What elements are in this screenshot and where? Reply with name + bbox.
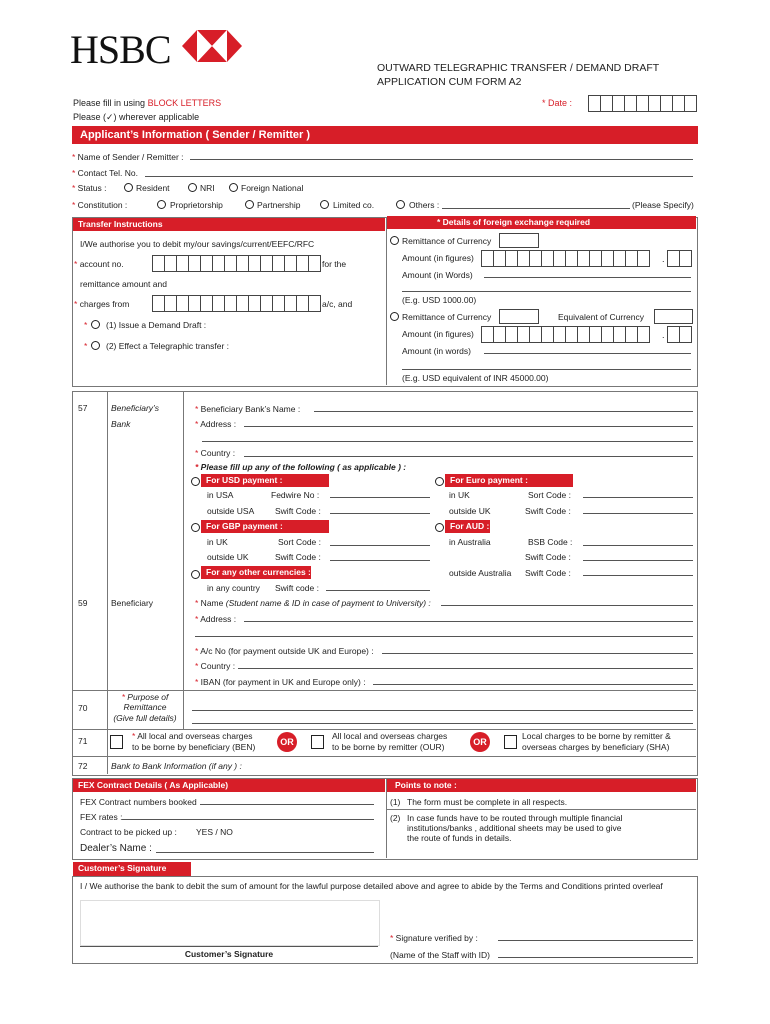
hsbc-logo-text: HSBC xyxy=(70,27,171,72)
charges-our-line1: All local and overseas charges xyxy=(332,731,448,741)
charges-ben-checkbox[interactable] xyxy=(110,735,123,749)
row-divider-72 xyxy=(72,756,696,757)
row-divider-70 xyxy=(72,690,696,691)
purpose-label-3: (Give full details) xyxy=(113,713,177,723)
notes-heading: Points to note : xyxy=(387,779,696,792)
bank-country-label: * Country : xyxy=(195,448,236,458)
sender-name-field[interactable] xyxy=(190,159,693,160)
dealer-name-field[interactable] xyxy=(156,852,374,853)
signature-declaration: I / We authorise the bank to debit the sum of amount for the lawful purpose detailed above and agree to abide by the Terms and Conditions printed overleaf xyxy=(80,881,663,891)
account-asterisk: * xyxy=(74,259,78,269)
decimal-point-2: . xyxy=(662,330,665,340)
remit-currency-radio[interactable] xyxy=(390,236,399,245)
status-foreign-label: Foreign National xyxy=(241,183,304,193)
constitution-others-radio[interactable] xyxy=(396,200,405,209)
aud-outside-swift-field[interactable] xyxy=(583,575,693,576)
constitution-partnership-radio[interactable] xyxy=(245,200,254,209)
signature-verified-field[interactable] xyxy=(498,940,693,941)
tick-instruction: Please (✓) wherever applicable xyxy=(73,112,200,122)
beneficiary-label: Beneficiary xyxy=(111,598,154,608)
note-2-number: (2) xyxy=(390,813,401,823)
usd-payment-radio[interactable] xyxy=(191,477,200,486)
fex-numbers-field[interactable] xyxy=(200,804,374,805)
dealer-name-label: Dealer’s Name : xyxy=(80,843,152,854)
dd-asterisk: * xyxy=(84,320,88,330)
constitution-others-field[interactable] xyxy=(442,208,630,209)
fex-heading: FEX Contract Details ( As Applicable) xyxy=(73,779,385,792)
euro-swift-label: Swift Code : xyxy=(525,506,571,516)
fill-any-instruction: * Please fill up any of the following ( as applicable ) : xyxy=(195,462,407,472)
for-the-label: for the xyxy=(322,259,347,269)
bank-address-field-2[interactable] xyxy=(202,441,693,442)
beneficiary-country-field[interactable] xyxy=(238,668,693,669)
aud-bsb-field[interactable] xyxy=(583,545,693,546)
charges-our-checkbox[interactable] xyxy=(311,735,324,749)
gbp-payment-radio[interactable] xyxy=(191,523,200,532)
euro-sort-label: Sort Code : xyxy=(528,490,571,500)
beneficiary-acno-field[interactable] xyxy=(382,653,693,654)
amount-decimal-boxes[interactable] xyxy=(667,250,692,267)
purpose-asterisk: * xyxy=(121,692,125,702)
authorise-text: I/We authorise you to debit my/our savings/current/EEFC/RFC xyxy=(80,239,315,249)
charges-ben-line2: to be borne by beneficiary (BEN) xyxy=(132,742,256,752)
account-no-visible: account no. xyxy=(79,259,124,269)
account-no-boxes[interactable] xyxy=(152,255,321,272)
example-usd: (E.g. USD 1000.00) xyxy=(402,295,477,305)
beneficiary-bank-label-2: Bank xyxy=(111,419,131,429)
euro-in-uk: in UK xyxy=(449,490,470,500)
amount-figures-label: Amount (in figures) xyxy=(402,253,474,263)
sender-name-text: * Name of Sender / Remitter : xyxy=(72,152,184,162)
amount-words-field-2[interactable] xyxy=(402,291,691,292)
status-resident-radio[interactable] xyxy=(124,183,133,192)
beneficiary-address-field[interactable] xyxy=(244,621,693,622)
usd-swift-field[interactable] xyxy=(330,513,430,514)
aud-outside-swift-label: Swift Code : xyxy=(525,568,571,578)
gbp-sort-field[interactable] xyxy=(330,545,430,546)
constitution-proprietorship-radio[interactable] xyxy=(157,200,166,209)
bank-name-field[interactable] xyxy=(314,411,693,412)
constitution-proprietorship-label: Proprietorship xyxy=(170,200,223,210)
beneficiary-address-label: * Address : xyxy=(195,614,237,624)
or-badge-2: OR xyxy=(470,732,490,752)
gbp-payment-heading: For GBP payment : xyxy=(201,520,329,533)
fex-pickup-label: Contract to be picked up : xyxy=(80,827,177,837)
field-59-number: 59 xyxy=(78,598,88,608)
fex-rates-field[interactable] xyxy=(122,819,374,820)
note-1-number: (1) xyxy=(390,797,401,807)
customer-signature-heading: Customer’s Signature xyxy=(73,862,191,876)
bank-to-bank-label: Bank to Bank Information (if any ) : xyxy=(111,761,242,771)
form-title-line2: APPLICATION CUM FORM A2 xyxy=(377,76,522,88)
charges-sha-line2: overseas charges by beneficiary (SHA) xyxy=(522,742,670,752)
remittance-amount-label: remittance amount and xyxy=(80,279,167,289)
gbp-sort-label: Sort Code : xyxy=(278,537,321,547)
amount-figures-boxes[interactable] xyxy=(481,250,650,267)
date-input-boxes[interactable] xyxy=(588,95,697,112)
usd-in-usa: in USA xyxy=(207,490,234,500)
constitution-others-label: Others : xyxy=(409,200,440,210)
beneficiary-name-suffix: (Student name & ID in case of payment to University) : xyxy=(225,598,431,608)
ac-and-label: a/c, and xyxy=(322,299,353,309)
beneficiary-bank-label-1: Beneficiary’s xyxy=(111,403,160,413)
charges-from-text: charges from xyxy=(79,299,130,309)
charges-our-line2: to be borne by remitter (OUR) xyxy=(332,742,445,752)
charges-ben-line1: * All local and overseas charges xyxy=(132,731,253,741)
field-72-number: 72 xyxy=(78,761,88,771)
or-badge-1: OR xyxy=(277,732,297,752)
gbp-outside-uk: outside UK xyxy=(207,552,249,562)
other-swift-field[interactable] xyxy=(326,590,430,591)
fill-prefix: Please fill in using xyxy=(73,98,146,108)
fill-instruction xyxy=(73,98,221,108)
beneficiary-iban-field[interactable] xyxy=(373,684,693,685)
purpose-field-2[interactable] xyxy=(192,723,693,724)
charges-asterisk: * xyxy=(74,299,78,309)
remit-currency2-input[interactable] xyxy=(499,309,539,324)
purpose-label-2: Remittance xyxy=(123,702,167,712)
amount-words2-field[interactable] xyxy=(484,353,691,354)
fx-heading: * Details of foreign exchange required xyxy=(387,216,696,229)
charges-sha-line1: Local charges to be borne by remitter & xyxy=(522,731,671,741)
demand-draft-radio[interactable] xyxy=(91,320,100,329)
usd-payment-heading: For USD payment : xyxy=(201,474,329,487)
constitution-label: * Constitution : xyxy=(72,200,128,210)
usd-fedwire-field[interactable] xyxy=(330,497,430,498)
field-57-number: 57 xyxy=(78,403,88,413)
aud-swift-label: Swift Code : xyxy=(525,552,571,562)
amount-words2-label: Amount (in words) xyxy=(402,346,471,356)
decimal-point: . xyxy=(662,254,665,264)
charges-from-label xyxy=(74,299,129,309)
status-nri-radio[interactable] xyxy=(188,183,197,192)
aud-payment-heading: For AUD : xyxy=(445,520,490,533)
staff-name-field[interactable] xyxy=(498,957,693,958)
fields-col-divider-2 xyxy=(183,391,184,729)
beneficiary-name-label xyxy=(195,598,431,608)
sender-name-label xyxy=(72,152,184,162)
beneficiary-name-prefix: * Name xyxy=(195,598,224,608)
usd-outside-usa: outside USA xyxy=(207,506,255,516)
other-currency-radio[interactable] xyxy=(191,570,200,579)
other-currency-heading: For any other currencies : xyxy=(201,566,311,579)
aud-outside-australia: outside Australia xyxy=(449,568,512,578)
account-no-label xyxy=(74,259,124,269)
aud-in-australia: in Australia xyxy=(449,537,491,547)
beneficiary-name-field[interactable] xyxy=(441,605,693,606)
beneficiary-country-label: * Country : xyxy=(195,661,236,671)
telegraphic-transfer-radio[interactable] xyxy=(91,341,100,350)
beneficiary-iban-label: * IBAN (for payment in UK and Europe only) : xyxy=(195,677,366,687)
gbp-swift-field[interactable] xyxy=(330,560,430,561)
beneficiary-address-field-2[interactable] xyxy=(195,636,693,637)
telegraphic-transfer-label: (2) Effect a Telegraphic transfer : xyxy=(106,341,229,351)
amount-figures2-label: Amount (in figures) xyxy=(402,329,474,339)
demand-draft-label: (1) Issue a Demand Draft : xyxy=(106,320,207,330)
tt-asterisk: * xyxy=(84,341,88,351)
euro-payment-heading: For Euro payment : xyxy=(445,474,573,487)
purpose-label-1 xyxy=(112,692,178,702)
amount-words2-field-2[interactable] xyxy=(402,369,691,370)
charges-account-boxes[interactable] xyxy=(152,295,321,312)
row-divider-71 xyxy=(72,729,696,730)
remit-currency2-label: Remittance of Currency xyxy=(402,312,492,322)
bank-country-field[interactable] xyxy=(244,456,693,457)
note-1-text: The form must be complete in all respects. xyxy=(407,797,568,807)
euro-sort-field[interactable] xyxy=(583,497,693,498)
status-label: * Status : xyxy=(72,183,107,193)
bank-name-label: * Beneficiary Bank’s Name : xyxy=(195,404,301,414)
other-any-country: in any country xyxy=(207,583,260,593)
staff-name-label: (Name of the Staff with ID) xyxy=(390,950,490,960)
remit-currency-input[interactable] xyxy=(499,233,539,248)
bank-address-label: * Address : xyxy=(195,419,237,429)
usd-fedwire-label: Fedwire No : xyxy=(271,490,320,500)
hsbc-hexagon-logo xyxy=(182,30,242,62)
please-specify-label: (Please Specify) xyxy=(632,200,694,210)
constitution-limited-label: Limited co. xyxy=(333,200,375,210)
note-2-line2: institutions/banks , additional sheets may be used to give xyxy=(407,823,622,833)
applicant-heading: Applicant’s Information ( Sender / Remitter ) xyxy=(72,126,698,144)
amount-words-field[interactable] xyxy=(484,277,691,278)
remit-currency-label: Remittance of Currency xyxy=(402,236,492,246)
note-2-line3: the route of funds in details. xyxy=(407,833,512,843)
euro-outside-uk: outside UK xyxy=(449,506,491,516)
usd-swift-label: Swift Code : xyxy=(275,506,321,516)
signature-verified-label: * Signature verified by : xyxy=(390,933,478,943)
fex-rates-label: FEX rates : xyxy=(80,812,123,822)
other-swift-label: Swift code : xyxy=(275,583,319,593)
transfer-heading: Transfer Instructions xyxy=(73,218,385,231)
euro-swift-field[interactable] xyxy=(583,513,693,514)
equivalent-label: Equivalent of Currency xyxy=(558,312,644,322)
charges-sha-checkbox[interactable] xyxy=(504,735,517,749)
note-2-line1: In case funds have to be routed through multiple financial xyxy=(407,813,623,823)
purpose-field[interactable] xyxy=(192,710,693,711)
amount-figures2-boxes[interactable] xyxy=(481,326,650,343)
constitution-partnership-label: Partnership xyxy=(257,200,301,210)
aud-bsb-label: BSB Code : xyxy=(528,537,573,547)
fex-numbers-label: FEX Contract numbers booked xyxy=(80,797,197,807)
signature-line xyxy=(80,946,378,947)
signature-box[interactable] xyxy=(80,900,380,946)
remit-currency2-radio[interactable] xyxy=(390,312,399,321)
status-resident-label: Resident xyxy=(136,183,170,193)
transfer-divider xyxy=(386,217,387,385)
field-70-number: 70 xyxy=(78,703,88,713)
block-letters-highlight: BLOCK LETTERS xyxy=(147,98,222,108)
equivalent-input[interactable] xyxy=(654,309,693,324)
gbp-in-uk: in UK xyxy=(207,537,228,547)
purpose-text: Purpose of xyxy=(127,692,169,702)
beneficiary-acno-label: * A/c No (for payment outside UK and Europe) : xyxy=(195,646,374,656)
contact-tel-field[interactable] xyxy=(145,176,693,177)
status-nri-label: NRI xyxy=(200,183,215,193)
bank-address-field[interactable] xyxy=(244,426,693,427)
aud-swift-field[interactable] xyxy=(583,560,693,561)
note-divider xyxy=(386,809,696,810)
fex-yesno[interactable]: YES / NO xyxy=(196,827,233,837)
amount-decimal2-boxes[interactable] xyxy=(667,326,692,343)
status-foreign-radio[interactable] xyxy=(229,183,238,192)
field-71-number: 71 xyxy=(78,736,88,746)
constitution-limited-radio[interactable] xyxy=(320,200,329,209)
customer-signature-caption: Customer’s Signature xyxy=(184,949,274,959)
euro-payment-radio[interactable] xyxy=(435,477,444,486)
aud-payment-radio[interactable] xyxy=(435,523,444,532)
gbp-swift-label: Swift Code : xyxy=(275,552,321,562)
date-label: * Date : xyxy=(542,98,573,108)
form-title-line1: OUTWARD TELEGRAPHIC TRANSFER / DEMAND DRAFT xyxy=(377,62,660,74)
amount-words-label: Amount (in Words) xyxy=(402,270,473,280)
contact-tel-label: * Contact Tel. No. xyxy=(72,168,138,178)
example-inr: (E.g. USD equivalent of INR 45000.00) xyxy=(402,373,549,383)
